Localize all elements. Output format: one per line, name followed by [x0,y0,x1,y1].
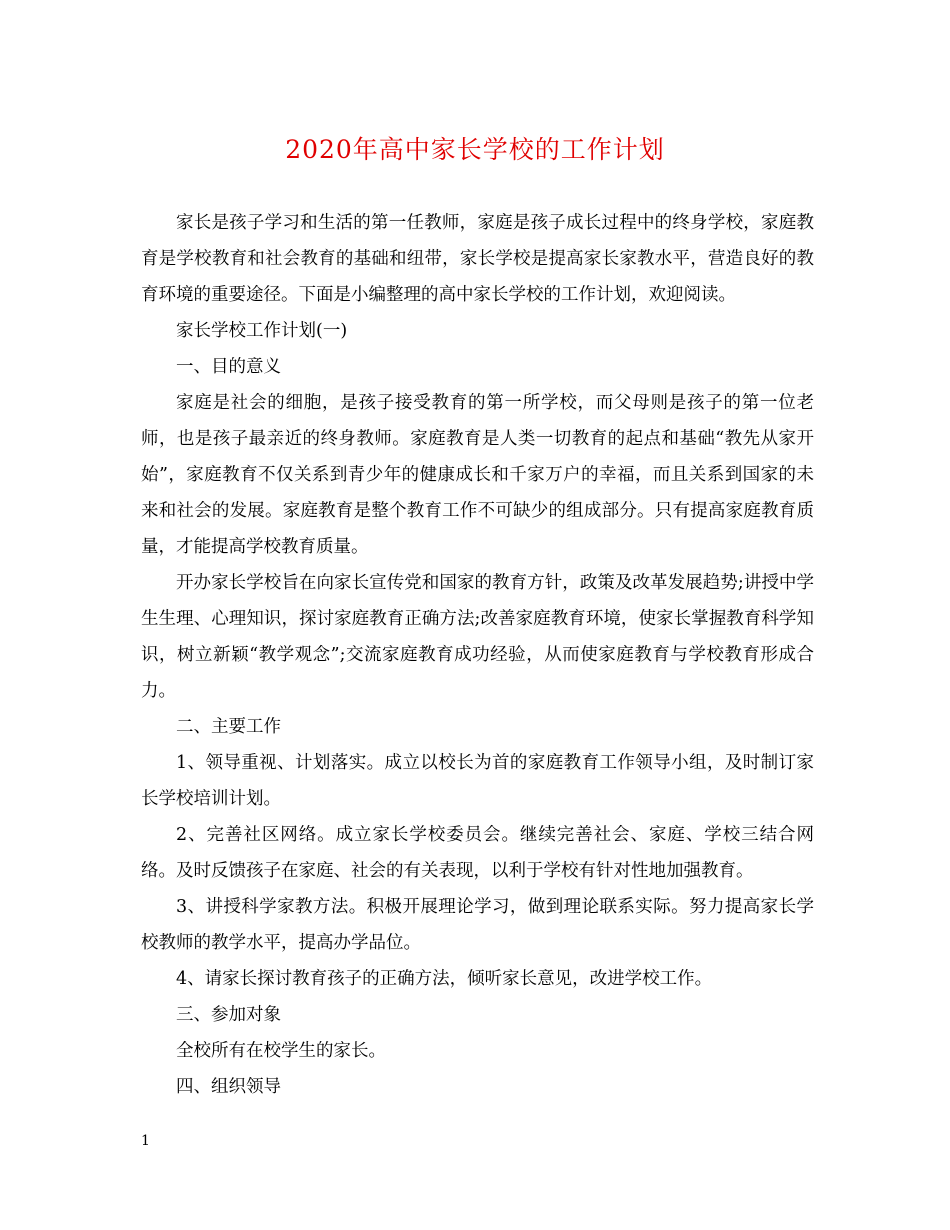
participants-paragraph: 全校所有在校学生的家长。 [176,1041,386,1061]
document-title: 2020年高中家长学校的工作计划 [285,135,665,164]
document-body [141,205,814,1105]
purpose-paragraph-1: 家庭是社会的细胞，是孩子接受教育的第一所学校，而父母则是孩子的第一位老师，也是孩子最亲近的终身教师。家庭教育是人类一切教育的起点和基础“教先从家开始”，家庭教育不仅关系到青少年的健康成长和千家万户的幸福，而且关系到国家的未来和社会的发展。家庭教育是整个教育工作不可缺少的组成部分。只有提高家庭教育质量，才能提高学校教育质量。 [141,393,814,557]
section-heading-purpose: 一、目的意义 [176,357,281,377]
main-work-item-1: 1、领导重视、计划落实。成立以校长为首的家庭教育工作领导小组，及时制订家长学校培训计划。 [141,753,814,809]
section-heading-participants: 三、参加对象 [176,1005,281,1025]
purpose-paragraph-2: 开办家长学校旨在向家长宣传党和国家的教育方针，政策及改革发展趋势;讲授中学生生理、心理知识，探讨家庭教育正确方法;改善家庭教育环境，使家长掌握教育科学知识，树立新颖“教学观念”;交流家庭教育成功经验，从而使家庭教育与学校教育形成合力。 [141,573,814,701]
section-heading-leadership: 四、组织领导 [176,1077,281,1097]
section-heading-plan-one: 家长学校工作计划(一) [176,321,348,341]
page-number: 1 [141,1133,150,1149]
main-work-item-2: 2、完善社区网络。成立家长学校委员会。继续完善社会、家庭、学校三结合网络。及时反馈孩子在家庭、社会的有关表现，以利于学校有针对性地加强教育。 [141,825,814,881]
intro-paragraph: 家长是孩子学习和生活的第一任教师，家庭是孩子成长过程中的终身学校，家庭教育是学校教育和社会教育的基础和纽带，家长学校是提高家长家教水平，营造良好的教育环境的重要途径。下面是小编整理的高中家长学校的工作计划，欢迎阅读。 [141,213,814,305]
section-heading-main-work: 二、主要工作 [176,717,281,737]
main-work-item-3: 3、讲授科学家教方法。积极开展理论学习，做到理论联系实际。努力提高家长学校教师的教学水平，提高办学品位。 [141,897,814,953]
main-work-item-4: 4、请家长探讨教育孩子的正确方法，倾听家长意见，改进学校工作。 [176,969,713,989]
